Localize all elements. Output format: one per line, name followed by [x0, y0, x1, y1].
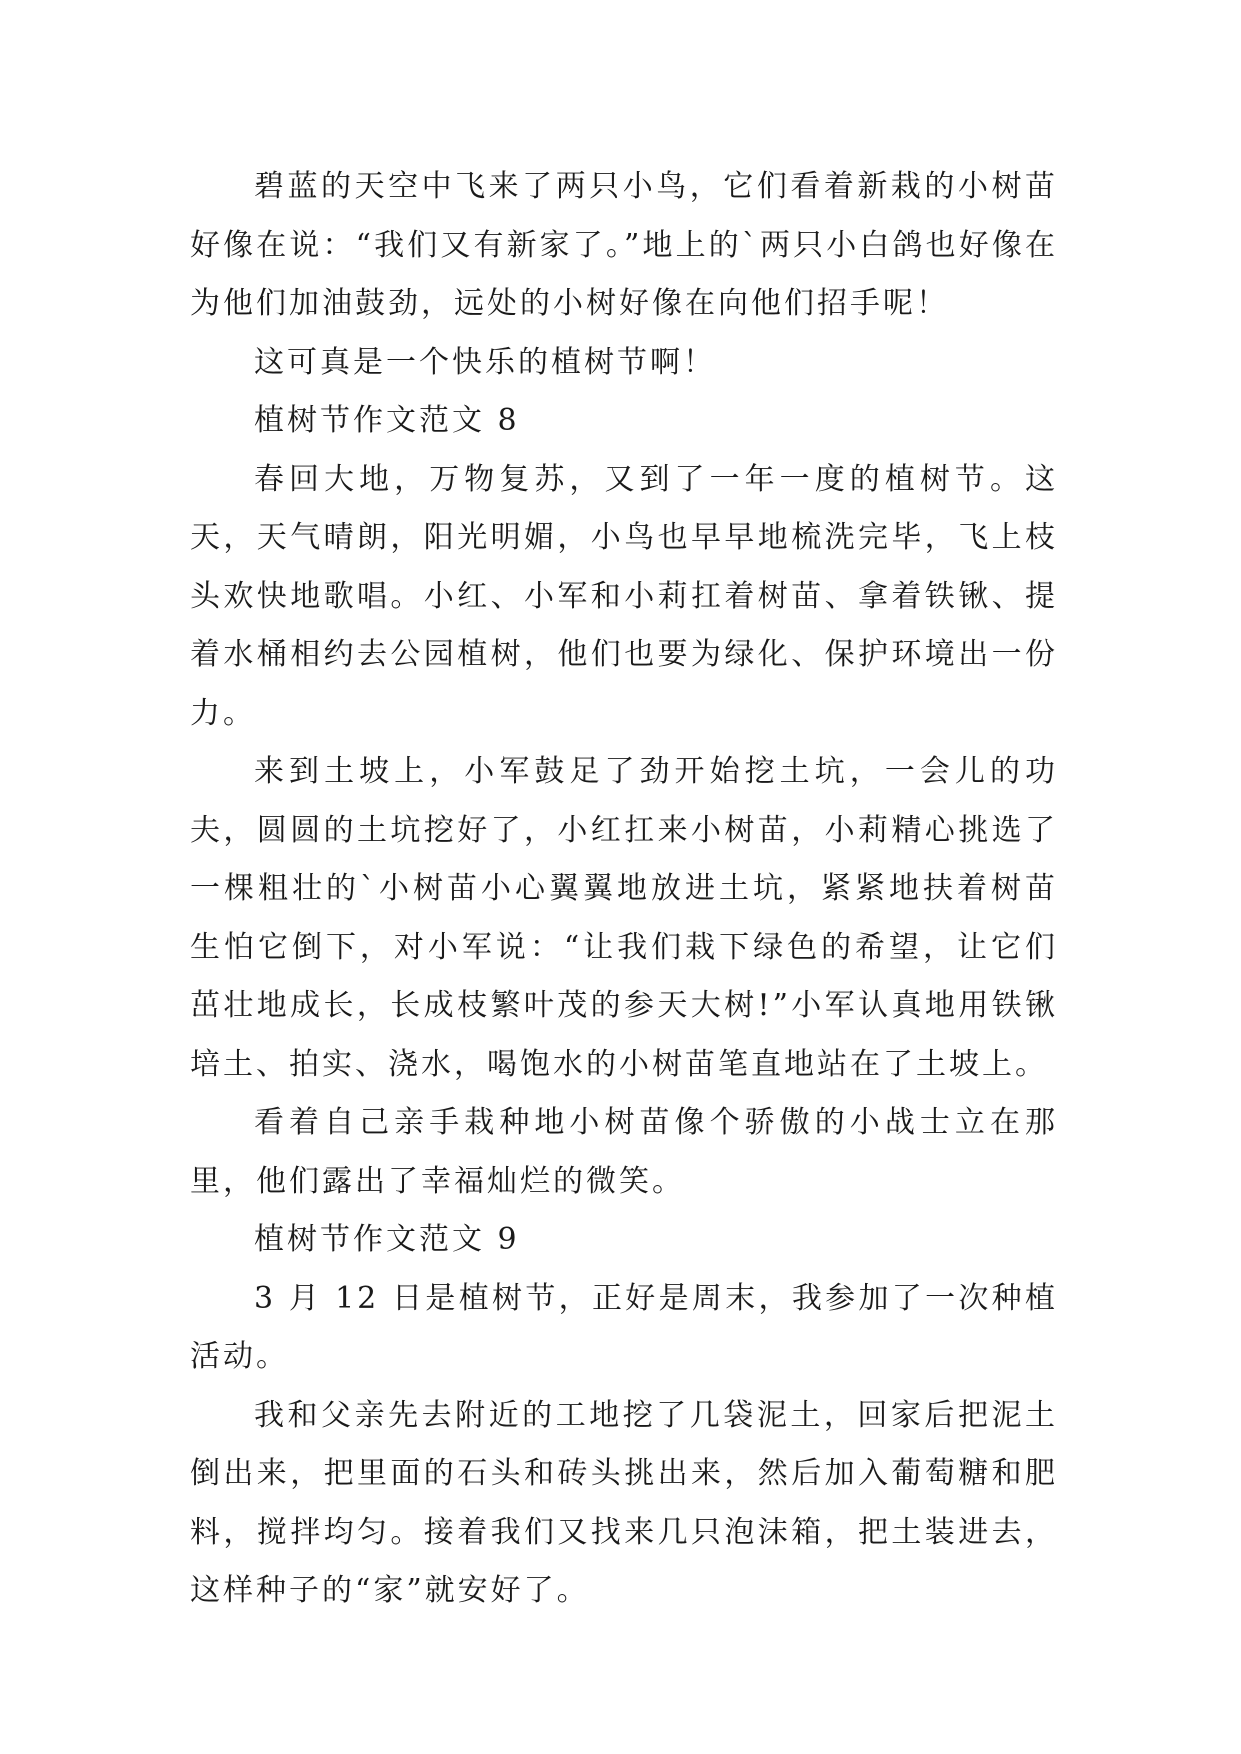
paragraph-march-12: 3 月 12 日是植树节，正好是周末，我参加了一次种植活动。: [190, 1280, 1058, 1374]
section-heading-9: 植树节作文范文 9: [254, 1222, 520, 1257]
section-heading-8: 植树节作文范文 8: [254, 403, 520, 438]
paragraph-digging: 来到土坡上，小军鼓足了劲开始挖土坑，一会儿的功夫，圆圆的土坑挖好了，小红扛来小树苗，小莉精心挑选了一棵粗壮的`小树苗小心翼翼地放进土坑，紧紧地扶着树苗生怕它倒下，对小军说：“让我们栽下绿色的希望，让它们茁壮地成长，长成枝繁叶茂的参天大树!”小军认真地用铁锹培土、拍实、浇水，喝饱水的小树苗笔直地站在了土坡上。: [190, 754, 1058, 1082]
paragraph-smile: 看着自己亲手栽种地小树苗像个骄傲的小战士立在那里，他们露出了幸福灿烂的微笑。: [190, 1105, 1058, 1199]
document-body: [190, 158, 1058, 1621]
paragraph-happy-arbor-day: 这可真是一个快乐的植树节啊！: [254, 344, 716, 380]
paragraph-spring: 春回大地，万物复苏，又到了一年一度的植树节。这天，天气晴朗，阳光明媚，小鸟也早早地梳洗完毕，飞上枝头欢快地歌唱。小红、小军和小莉扛着树苗、拿着铁锹、提着水桶相约去公园植树，他们也要为绿化、保护环境出一份力。: [190, 461, 1058, 731]
paragraph-birds: 碧蓝的天空中飞来了两只小鸟，它们看着新栽的小树苗好像在说：“我们又有新家了。”地上的`两只小白鸽也好像在为他们加油鼓劲，远处的小树好像在向他们招手呢！: [190, 169, 1058, 321]
paragraph-soil: 我和父亲先去附近的工地挖了几袋泥土，回家后把泥土倒出来，把里面的石头和砖头挑出来，然后加入葡萄糖和肥料，搅拌均匀。接着我们又找来几只泡沫箱，把土装进去，这样种子的“家”就安好了。: [190, 1397, 1058, 1608]
